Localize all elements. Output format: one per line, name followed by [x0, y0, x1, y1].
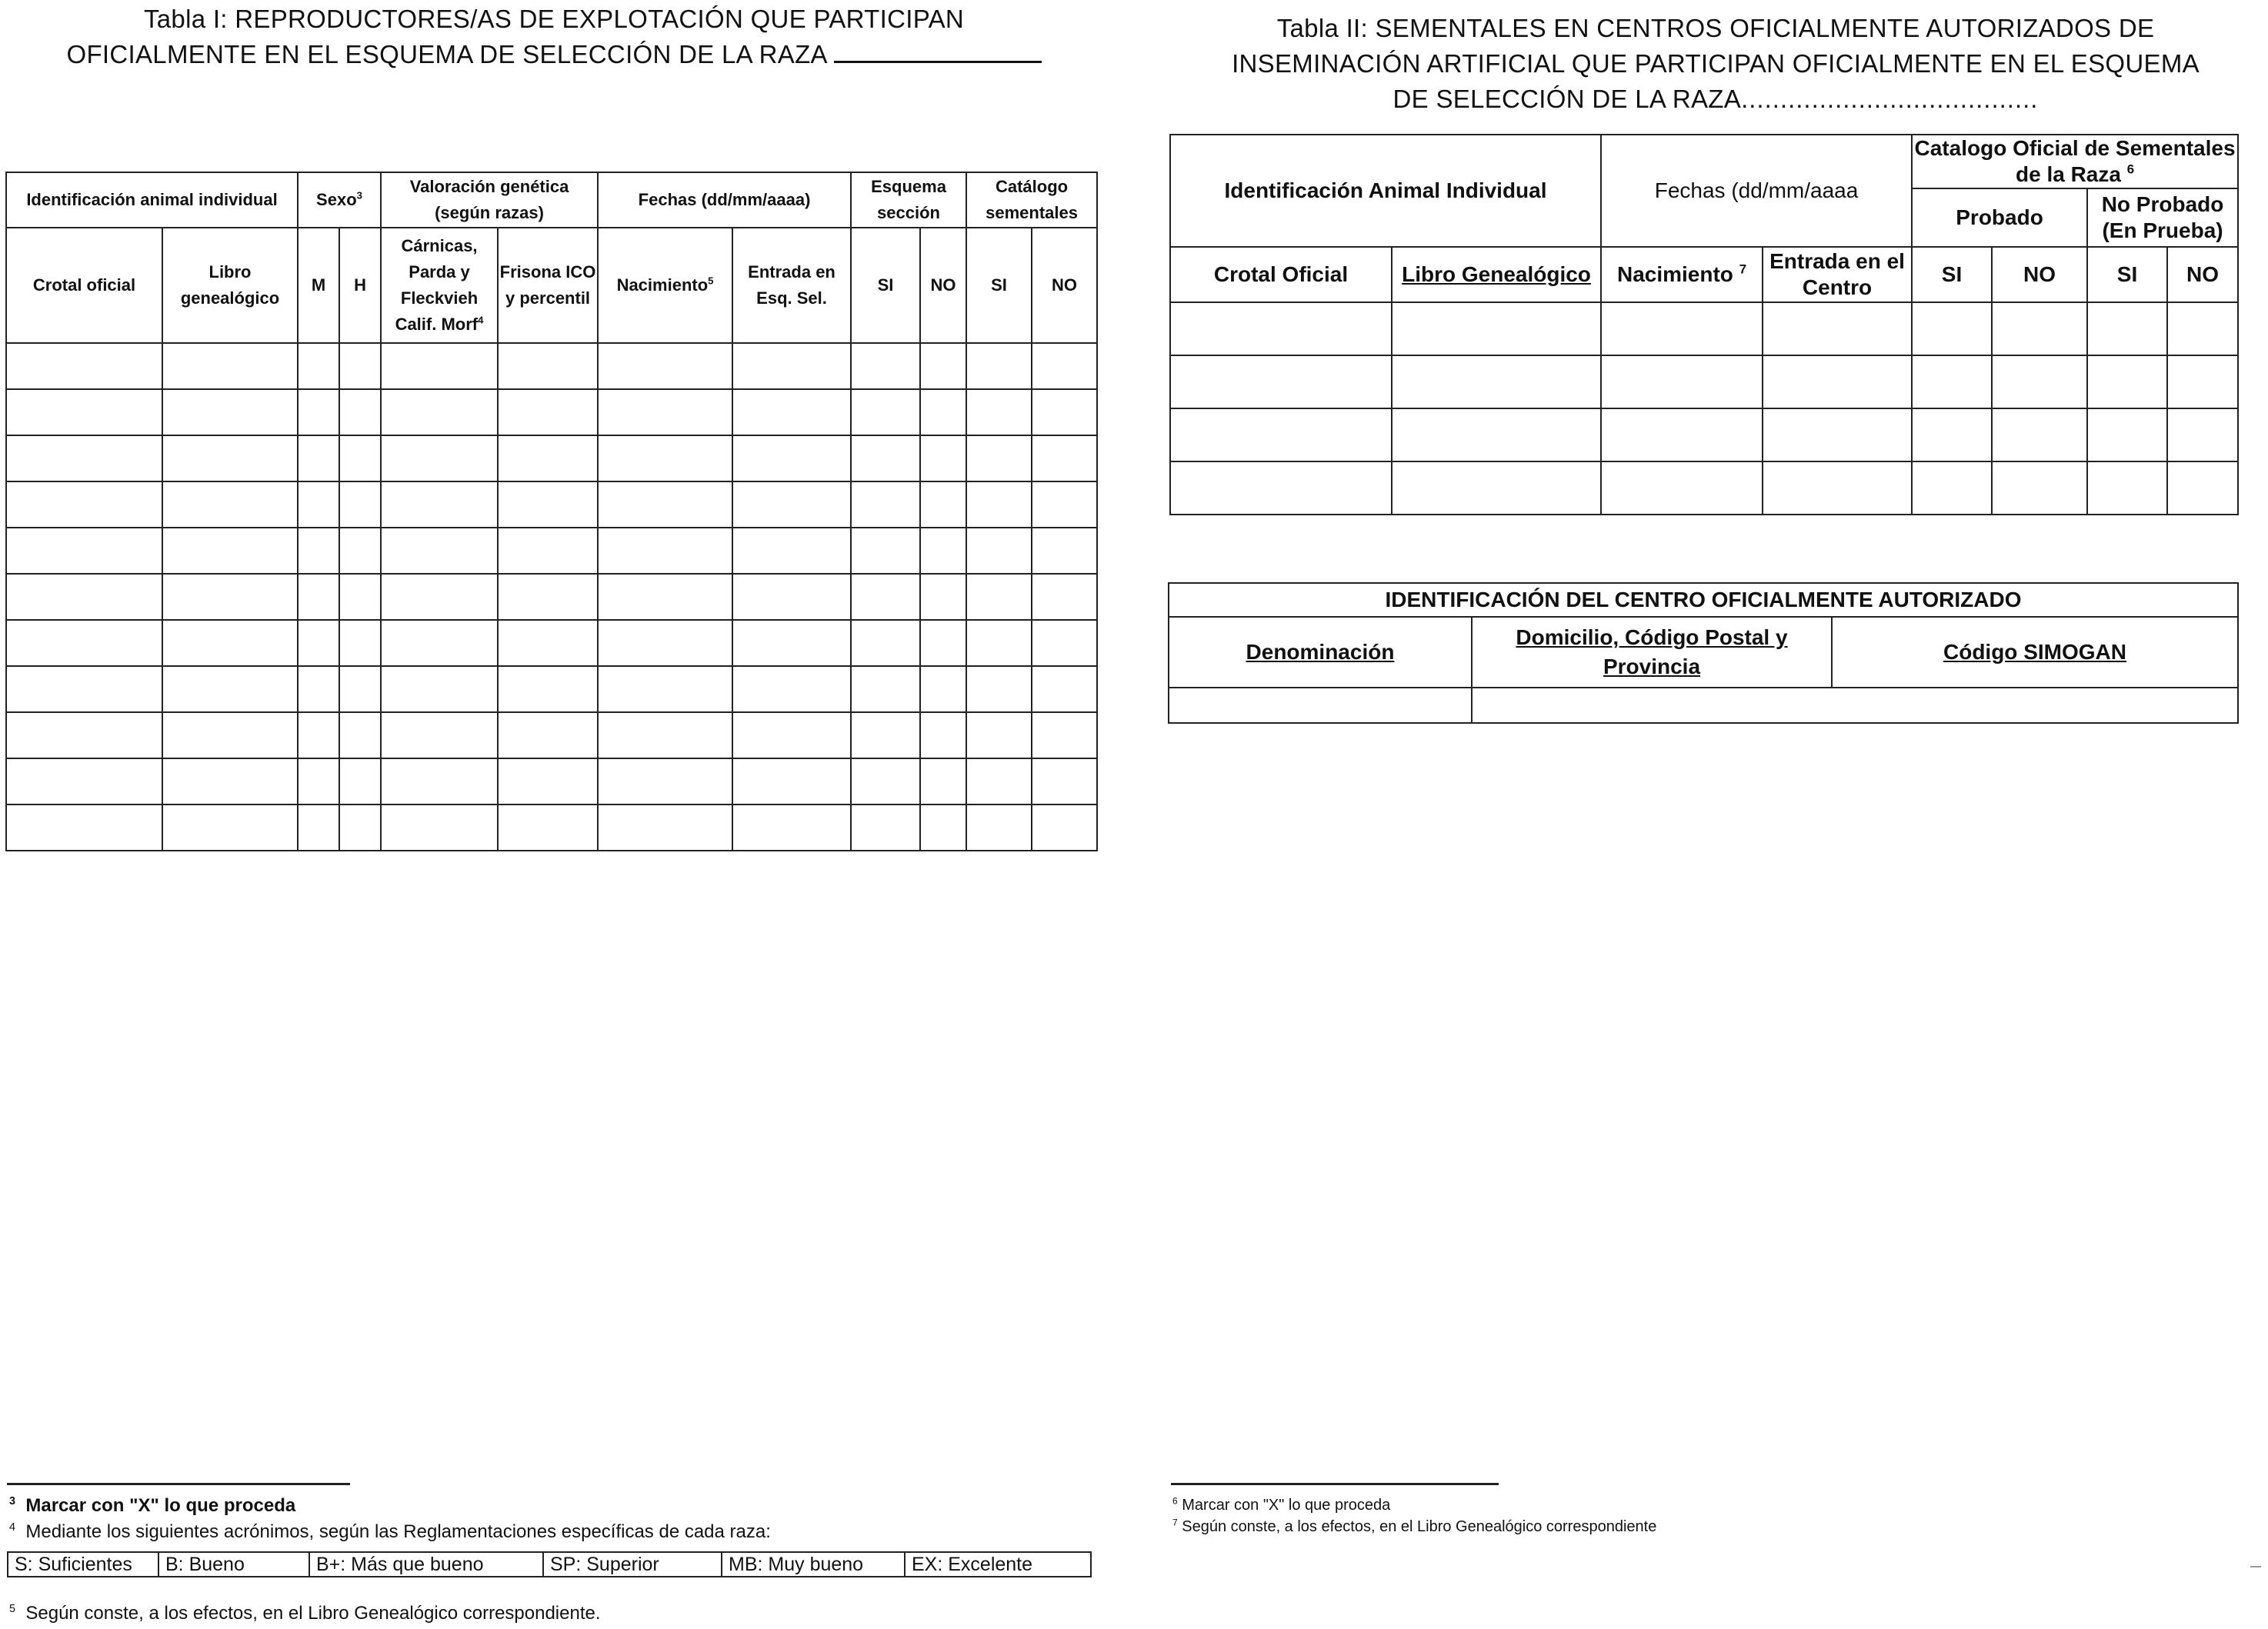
table1-cell[interactable]	[732, 435, 851, 481]
header-frisona: Frisona ICO y percentil	[498, 228, 598, 343]
table1-cell[interactable]	[920, 528, 966, 574]
acronym-cell: SP: Superior	[543, 1552, 722, 1577]
table1-cell[interactable]	[920, 435, 966, 481]
header-esquema-no: NO	[920, 228, 966, 343]
table2-cell[interactable]	[1392, 355, 1601, 408]
table1-cell[interactable]	[598, 712, 732, 758]
table1-cell[interactable]	[732, 389, 851, 435]
table1-cell[interactable]	[298, 620, 339, 666]
table1-cell[interactable]	[498, 712, 598, 758]
table1-cell[interactable]	[498, 574, 598, 620]
table1-cell[interactable]	[966, 758, 1032, 805]
table-row	[6, 805, 1097, 851]
table2-cell[interactable]	[1170, 408, 1392, 461]
table1-cell[interactable]	[851, 343, 920, 389]
acronym-cell: B+: Más que bueno	[309, 1552, 543, 1577]
table-row	[6, 574, 1097, 620]
table2-cell[interactable]	[1912, 355, 1992, 408]
header-no-probado-si: SI	[2087, 247, 2167, 302]
table1-cell[interactable]	[598, 758, 732, 805]
header-probado-no: NO	[1992, 247, 2087, 302]
table1-cell[interactable]	[339, 666, 381, 712]
table1-cell[interactable]	[598, 805, 732, 851]
table1-cell[interactable]	[162, 481, 298, 528]
table1-cell[interactable]	[298, 481, 339, 528]
table1-cell[interactable]	[339, 805, 381, 851]
table2-cell[interactable]	[1170, 355, 1392, 408]
table1-title	[0, 2, 1108, 72]
header-no-probado: No Probado (En Prueba)	[2087, 188, 2238, 247]
header-catalogo-no: NO	[1032, 228, 1097, 343]
table2-cell[interactable]	[1601, 302, 1763, 355]
table1-cell[interactable]	[598, 343, 732, 389]
table1-cell[interactable]	[498, 481, 598, 528]
table1-cell[interactable]	[1032, 805, 1097, 851]
table-row	[1170, 355, 2238, 408]
table1-cell[interactable]	[851, 574, 920, 620]
header-probado-si: SI	[1912, 247, 1992, 302]
table1-cell[interactable]	[966, 435, 1032, 481]
table1-cell[interactable]	[732, 712, 851, 758]
table1-cell[interactable]	[6, 481, 162, 528]
table1-cell[interactable]	[1032, 343, 1097, 389]
table1-cell[interactable]	[966, 712, 1032, 758]
table2-cell[interactable]	[2167, 461, 2238, 515]
table2-title	[1169, 11, 2262, 117]
table1-cell[interactable]	[381, 712, 498, 758]
table2-cell[interactable]	[1992, 355, 2087, 408]
table1-cell[interactable]	[920, 666, 966, 712]
table1-cell[interactable]	[498, 389, 598, 435]
table1-cell[interactable]	[339, 620, 381, 666]
table1-cell[interactable]	[598, 435, 732, 481]
table1-cell[interactable]	[1032, 389, 1097, 435]
table1-cell[interactable]	[966, 528, 1032, 574]
table1-cell[interactable]	[6, 389, 162, 435]
table2-cell[interactable]	[1763, 408, 1912, 461]
table1-cell[interactable]	[339, 758, 381, 805]
table1-cell[interactable]	[6, 343, 162, 389]
table1-cell[interactable]	[920, 389, 966, 435]
table1-cell[interactable]	[851, 666, 920, 712]
table2-cell[interactable]	[2087, 302, 2167, 355]
table1-cell[interactable]	[498, 343, 598, 389]
table1-cell[interactable]	[339, 574, 381, 620]
table-row	[6, 620, 1097, 666]
table1-cell[interactable]	[6, 435, 162, 481]
table2-title-line3: DE SELECCIÓN DE LA RAZA	[1392, 85, 1742, 113]
table1-cell[interactable]	[162, 343, 298, 389]
denominacion-cell[interactable]	[1169, 688, 1472, 723]
table-row	[1170, 408, 2238, 461]
table2-cell[interactable]	[1992, 461, 2087, 515]
table1-cell[interactable]	[162, 712, 298, 758]
table1-cell[interactable]	[920, 343, 966, 389]
table1-cell[interactable]	[598, 620, 732, 666]
table1-cell[interactable]	[598, 481, 732, 528]
table1-cell[interactable]	[6, 666, 162, 712]
table1-cell[interactable]	[1032, 481, 1097, 528]
header-simogan: Código SIMOGAN	[1832, 617, 2238, 688]
table1-cell[interactable]	[732, 666, 851, 712]
table2-cell[interactable]	[1392, 461, 1601, 515]
table1-cell[interactable]	[732, 805, 851, 851]
table1-cell[interactable]	[920, 712, 966, 758]
table1-cell[interactable]	[381, 805, 498, 851]
domicilio-cell[interactable]	[1472, 688, 2238, 723]
table1-cell[interactable]	[381, 343, 498, 389]
header-sexo-m: M	[298, 228, 339, 343]
table1-cell[interactable]	[920, 574, 966, 620]
table1-cell[interactable]	[6, 758, 162, 805]
table1-cell[interactable]	[381, 435, 498, 481]
table3-centro	[1168, 582, 2239, 724]
table1-cell[interactable]	[162, 620, 298, 666]
table1-cell[interactable]	[381, 481, 498, 528]
table1-cell[interactable]	[966, 389, 1032, 435]
footnote-rule-right	[1171, 1483, 1499, 1485]
acronym-cell: B: Bueno	[158, 1552, 309, 1577]
table-row	[6, 481, 1097, 528]
table2-cell[interactable]	[1763, 355, 1912, 408]
table1-cell[interactable]	[732, 620, 851, 666]
table1-cell[interactable]	[851, 481, 920, 528]
header-fechas: Fechas (dd/mm/aaaa	[1601, 135, 1912, 247]
header-sexo-h: H	[339, 228, 381, 343]
table1-cell[interactable]	[381, 528, 498, 574]
table1-cell[interactable]	[298, 343, 339, 389]
header-crotal: Crotal oficial	[6, 228, 162, 343]
table2-cell[interactable]	[1992, 302, 2087, 355]
table-row	[6, 389, 1097, 435]
table1-cell[interactable]	[1032, 758, 1097, 805]
acronym-table	[7, 1551, 1092, 1577]
table1-cell[interactable]	[6, 528, 162, 574]
table1-cell[interactable]	[339, 343, 381, 389]
table2-cell[interactable]	[1992, 408, 2087, 461]
table1-cell[interactable]	[162, 389, 298, 435]
header-denominacion: Denominación	[1169, 617, 1472, 688]
table1-body	[6, 343, 1097, 851]
table1-cell[interactable]	[339, 712, 381, 758]
table2-cell[interactable]	[2087, 408, 2167, 461]
table2-cell[interactable]	[2167, 355, 2238, 408]
table1-cell[interactable]	[298, 712, 339, 758]
acronym-cell: EX: Excelente	[905, 1552, 1091, 1577]
header-esquema: Esquema sección	[851, 172, 966, 228]
table2-body	[1170, 302, 2238, 515]
header-probado: Probado	[1912, 188, 2087, 247]
footnote-5: $^5$ Según conste, a los efectos, en el Libro Genealógico correspondiente.	[9, 1603, 601, 1624]
table1-cell[interactable]	[1032, 666, 1097, 712]
table1-cell[interactable]	[851, 620, 920, 666]
table1-cell[interactable]	[732, 481, 851, 528]
table1-cell[interactable]	[298, 574, 339, 620]
header-esquema-si: SI	[851, 228, 920, 343]
table2-cell[interactable]	[2087, 461, 2167, 515]
table2-cell[interactable]	[1601, 355, 1763, 408]
header-valoracion: Valoración genética (según razas)	[381, 172, 598, 228]
table1-cell[interactable]	[381, 758, 498, 805]
header-entrada-centro: Entrada en el Centro	[1763, 247, 1912, 302]
table1-cell[interactable]	[162, 805, 298, 851]
table1-cell[interactable]	[851, 528, 920, 574]
table1-cell[interactable]	[1032, 620, 1097, 666]
table1-cell[interactable]	[6, 574, 162, 620]
table2-cell[interactable]	[1912, 408, 1992, 461]
table1-cell[interactable]	[162, 666, 298, 712]
table1-cell[interactable]	[598, 574, 732, 620]
table1-cell[interactable]	[162, 528, 298, 574]
footnote-7: $^7$ Según conste, a los efectos, en el Libro Genealógico correspondiente	[1172, 1517, 1657, 1535]
table1-cell[interactable]	[598, 389, 732, 435]
table1-cell[interactable]	[498, 666, 598, 712]
header-nacimiento: Nacimiento$^5$	[598, 228, 732, 343]
table1-cell[interactable]	[381, 574, 498, 620]
table1-cell[interactable]	[339, 481, 381, 528]
table2-sementales	[1169, 134, 2239, 515]
table1-cell[interactable]	[732, 574, 851, 620]
table1-cell[interactable]	[851, 435, 920, 481]
table1-reproductores	[5, 172, 1098, 851]
table2-cell[interactable]	[1763, 461, 1912, 515]
table1-cell[interactable]	[339, 528, 381, 574]
breed-dotted-line[interactable]: ......................................	[1741, 85, 2039, 113]
table1-cell[interactable]	[732, 758, 851, 805]
table2-cell[interactable]	[1392, 302, 1601, 355]
table1-cell[interactable]	[298, 435, 339, 481]
table1-cell[interactable]	[381, 666, 498, 712]
header-sexo: Sexo$^3$	[298, 172, 381, 228]
table1-cell[interactable]	[498, 435, 598, 481]
header-crotal-oficial: Crotal Oficial	[1170, 247, 1392, 302]
header-domicilio: Domicilio, Código Postal y Provincia	[1472, 617, 1832, 688]
table-row	[6, 435, 1097, 481]
table2-cell[interactable]	[2167, 408, 2238, 461]
table2-cell[interactable]	[2167, 302, 2238, 355]
header-entrada: Entrada en Esq. Sel.	[732, 228, 851, 343]
centro-title: IDENTIFICACIÓN DEL CENTRO OFICIALMENTE AUTORIZADO	[1169, 583, 2238, 617]
table1-cell[interactable]	[598, 666, 732, 712]
table1-cell[interactable]	[966, 343, 1032, 389]
table-row	[6, 758, 1097, 805]
table1-cell[interactable]	[298, 389, 339, 435]
header-identificacion: Identificación animal individual	[6, 172, 298, 228]
table2-title-line1: Tabla II: SEMENTALES EN CENTROS OFICIALMENTE AUTORIZADOS DE	[1276, 14, 2155, 42]
table1-cell[interactable]	[498, 528, 598, 574]
table1-cell[interactable]	[732, 343, 851, 389]
table2-cell[interactable]	[1601, 461, 1763, 515]
table1-cell[interactable]	[162, 435, 298, 481]
table1-cell[interactable]	[298, 666, 339, 712]
table1-cell[interactable]	[498, 620, 598, 666]
header-fechas: Fechas (dd/mm/aaaa)	[598, 172, 851, 228]
table1-cell[interactable]	[339, 389, 381, 435]
table1-cell[interactable]	[920, 620, 966, 666]
table1-cell[interactable]	[732, 528, 851, 574]
table1-title-line2: OFICIALMENTE EN EL ESQUEMA DE SELECCIÓN DE LA RAZA	[66, 40, 827, 68]
header-no-probado-no: NO	[2167, 247, 2238, 302]
table1-cell[interactable]	[920, 805, 966, 851]
header-carnicas: Cárnicas, Parda y Fleckvieh Calif. Morf$^4$	[381, 228, 498, 343]
table1-cell[interactable]	[851, 389, 920, 435]
table1-cell[interactable]	[1032, 435, 1097, 481]
header-catalogo: Catálogo sementales	[966, 172, 1097, 228]
table1-cell[interactable]	[381, 389, 498, 435]
footnote-rule-left	[7, 1483, 350, 1485]
table1-cell[interactable]	[966, 666, 1032, 712]
table1-cell[interactable]	[966, 620, 1032, 666]
table1-cell[interactable]	[339, 435, 381, 481]
footnote-6: $^6$ Marcar con "X" lo que proceda	[1172, 1495, 1391, 1514]
table1-cell[interactable]	[1032, 574, 1097, 620]
header-nacimiento: Nacimiento $^7$	[1601, 247, 1763, 302]
footnote-4: $^4$ Mediante los siguientes acrónimos, según las Reglamentaciones específicas de cada raza:	[9, 1521, 771, 1542]
table2-cell[interactable]	[1601, 408, 1763, 461]
header-catalogo-si: SI	[966, 228, 1032, 343]
table1-cell[interactable]	[298, 528, 339, 574]
table1-cell[interactable]	[966, 805, 1032, 851]
table1-cell[interactable]	[851, 712, 920, 758]
table2-cell[interactable]	[1392, 408, 1601, 461]
table1-cell[interactable]	[1032, 528, 1097, 574]
acronym-cell: MB: Muy bueno	[722, 1552, 905, 1577]
table2-cell[interactable]	[1763, 302, 1912, 355]
table1-cell[interactable]	[498, 758, 598, 805]
table-row	[6, 666, 1097, 712]
table1-cell[interactable]	[298, 805, 339, 851]
table1-cell[interactable]	[162, 574, 298, 620]
header-libro-genealogico: Libro Genealógico	[1392, 247, 1601, 302]
table1-cell[interactable]	[920, 758, 966, 805]
table1-cell[interactable]	[966, 574, 1032, 620]
table2-cell[interactable]	[1912, 302, 1992, 355]
table-row	[6, 343, 1097, 389]
table-row	[1170, 302, 2238, 355]
header-libro: Libro genealógico	[162, 228, 298, 343]
header-catalogo-oficial: Catalogo Oficial de Sementales de la Raza $^6$	[1912, 135, 2238, 188]
table1-cell[interactable]	[920, 481, 966, 528]
table1-cell[interactable]	[598, 528, 732, 574]
table1-cell[interactable]	[6, 712, 162, 758]
table2-cell[interactable]	[1170, 302, 1392, 355]
table1-title-line1: Tabla I: REPRODUCTORES/AS DE EXPLOTACIÓN QUE PARTICIPAN	[143, 5, 965, 33]
table1-cell[interactable]	[6, 620, 162, 666]
table1-cell[interactable]	[966, 481, 1032, 528]
table1-cell[interactable]	[851, 805, 920, 851]
table2-title-line2: INSEMINACIÓN ARTIFICIAL QUE PARTICIPAN OFICIALMENTE EN EL ESQUEMA	[1232, 49, 2200, 78]
header-identificacion-animal: Identificación Animal Individual	[1170, 135, 1601, 247]
table1-cell[interactable]	[162, 758, 298, 805]
acronym-cell: S: Suficientes	[8, 1552, 158, 1577]
table-row	[6, 712, 1097, 758]
footnote-3: $^3$ Marcar con "X" lo que proceda	[9, 1495, 296, 1516]
breed-blank-line[interactable]	[834, 38, 1042, 63]
table1-cell[interactable]	[498, 805, 598, 851]
table1-cell[interactable]	[1032, 712, 1097, 758]
table-row	[6, 528, 1097, 574]
table-row	[1170, 461, 2238, 515]
table1-cell[interactable]	[381, 620, 498, 666]
table1-cell[interactable]	[6, 805, 162, 851]
table1-cell[interactable]	[298, 758, 339, 805]
table2-cell[interactable]	[1170, 461, 1392, 515]
table2-cell[interactable]	[2087, 355, 2167, 408]
table2-cell[interactable]	[1912, 461, 1992, 515]
edge-mark	[2250, 1566, 2261, 1567]
table1-cell[interactable]	[851, 758, 920, 805]
